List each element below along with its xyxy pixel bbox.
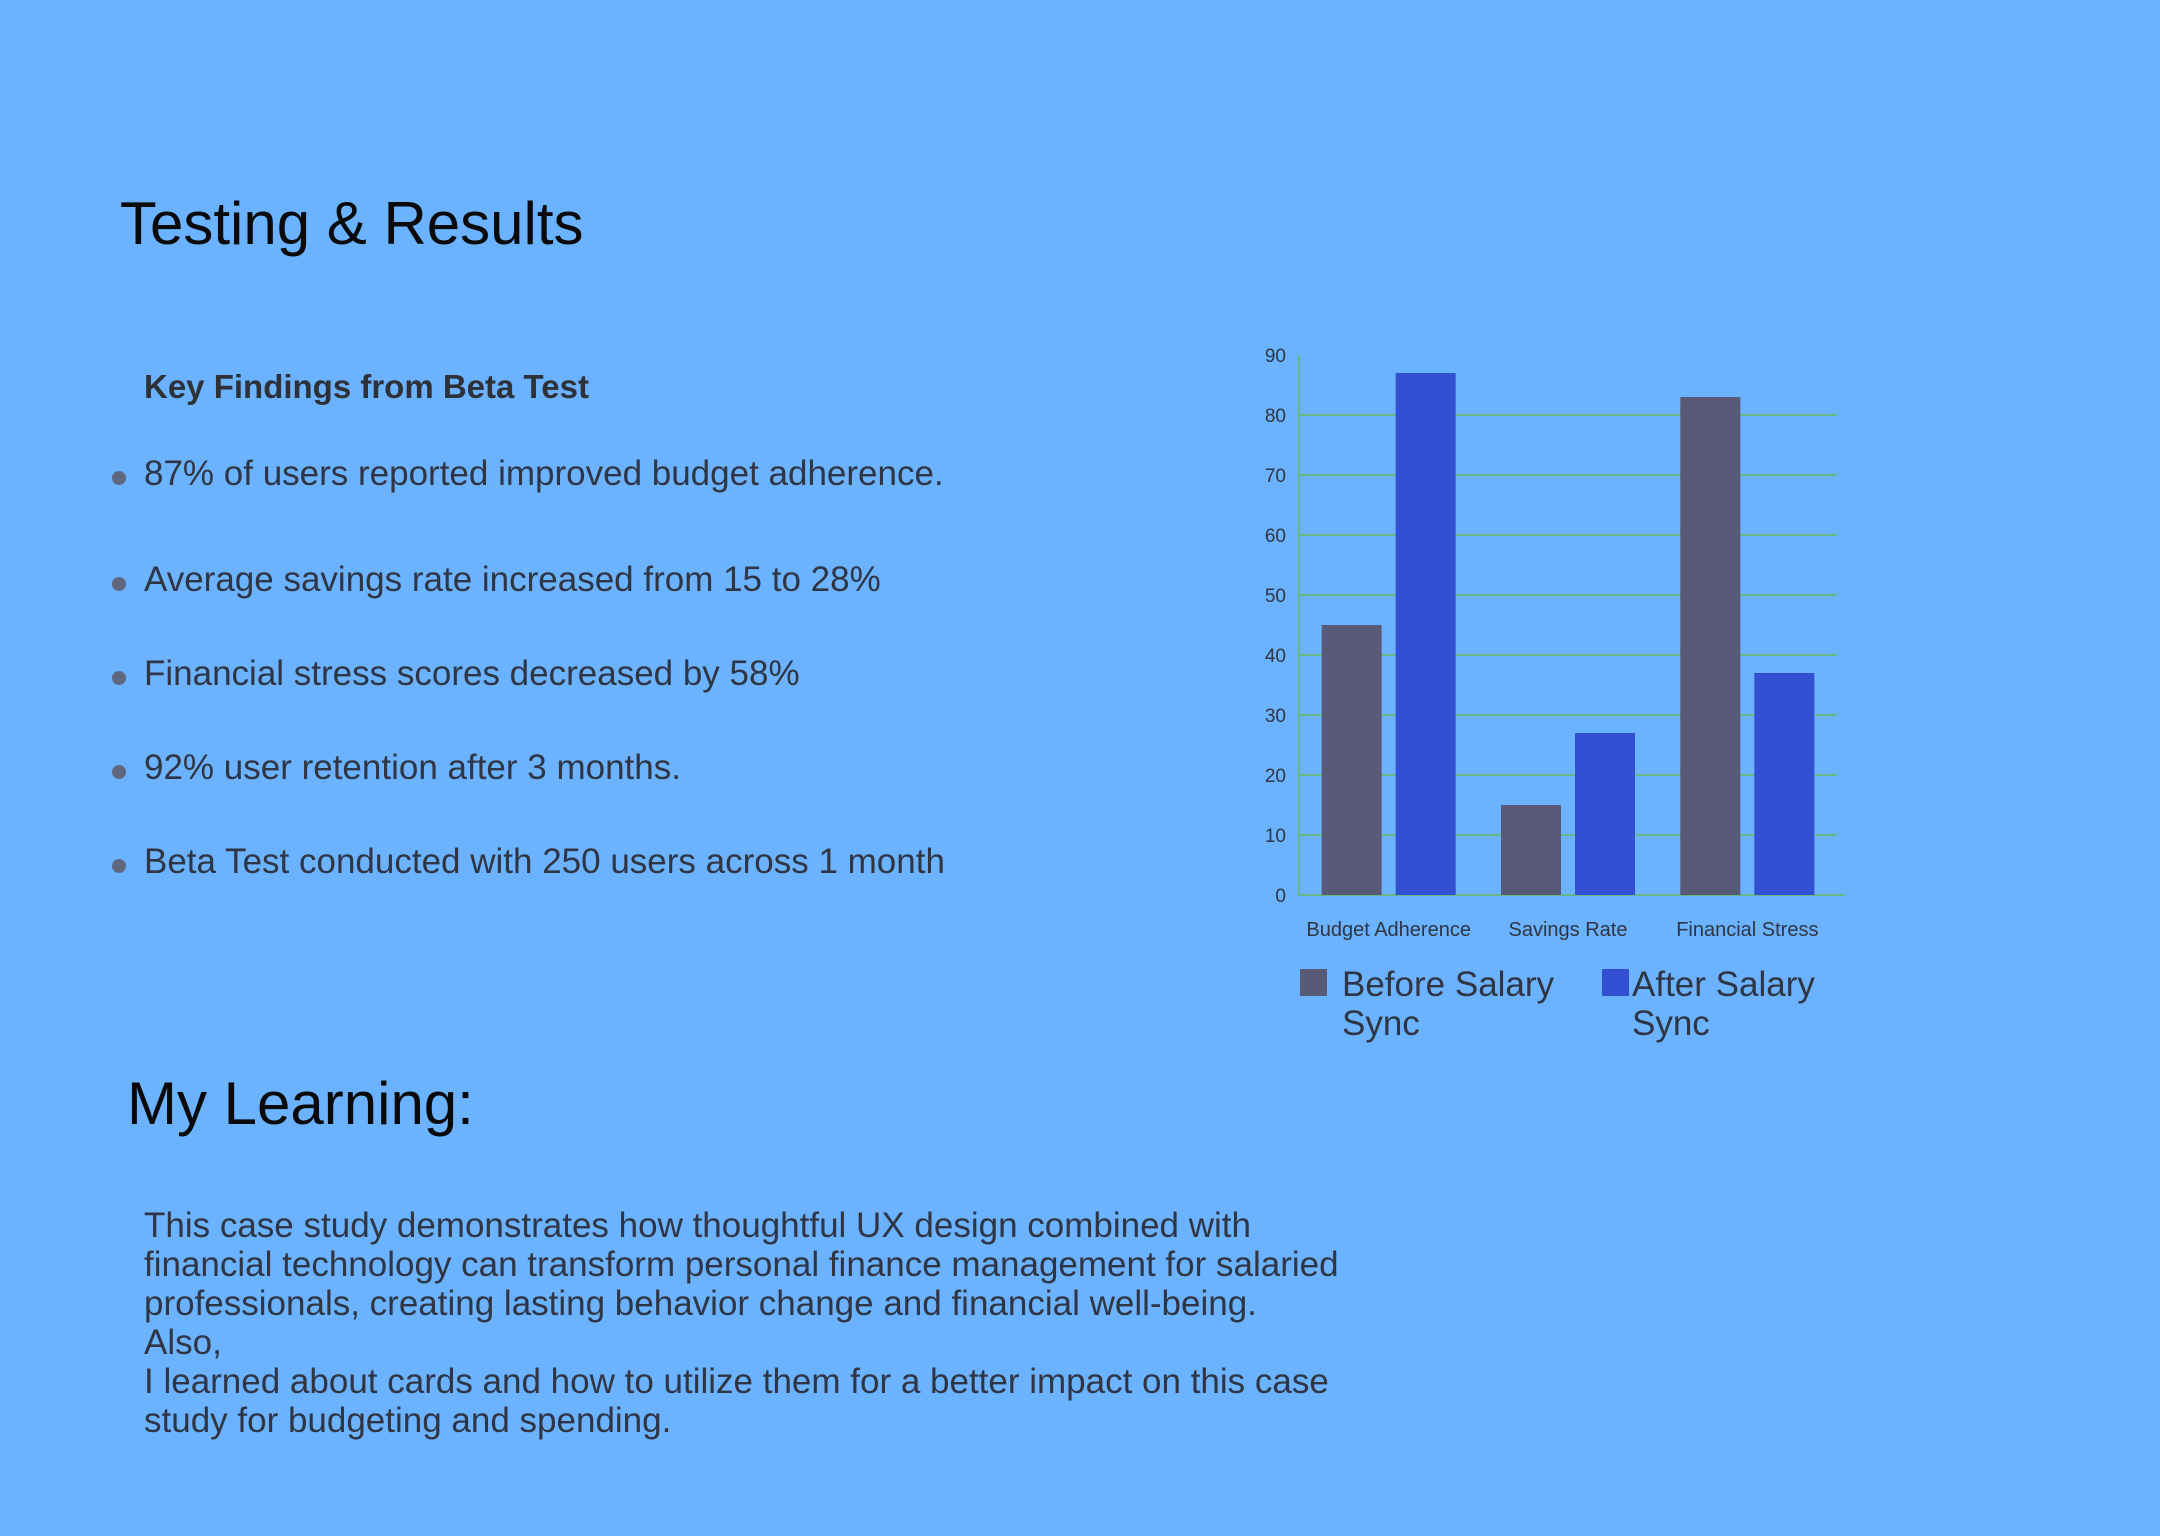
learning-line: study for budgeting and spending. xyxy=(144,1401,672,1440)
finding-text: 87% of users reported improved budget adherence. xyxy=(144,454,944,493)
y-tick-label: 10 xyxy=(1264,826,1286,847)
bar xyxy=(1396,373,1456,895)
x-tick-label: Financial Stress xyxy=(1676,919,1819,941)
x-tick-label: Savings Rate xyxy=(1508,919,1628,941)
bullet-icon xyxy=(112,471,126,485)
y-tick-label: 80 xyxy=(1264,406,1286,427)
y-tick-label: 50 xyxy=(1264,586,1286,607)
learning-line: This case study demonstrates how thoughtful UX design combined with xyxy=(144,1206,1251,1245)
findings-title: Key Findings from Beta Test xyxy=(144,368,589,405)
y-tick-label: 40 xyxy=(1264,646,1286,667)
finding-text: Beta Test conducted with 250 users across 1 month xyxy=(144,842,945,881)
bar xyxy=(1680,397,1740,895)
y-tick-label: 20 xyxy=(1264,766,1286,787)
learning-line: Also, xyxy=(144,1323,222,1362)
legend-label: After Salary Sync xyxy=(1632,965,1815,1043)
bar xyxy=(1501,805,1561,895)
legend-swatch-after xyxy=(1602,969,1629,996)
y-tick-label: 90 xyxy=(1264,346,1286,367)
learning-line: I learned about cards and how to utilize them for a better impact on this case xyxy=(144,1362,1329,1401)
legend-label: Before Salary Sync xyxy=(1342,965,1555,1043)
y-tick-label: 70 xyxy=(1264,466,1286,487)
finding-text: Average savings rate increased from 15 to 28% xyxy=(144,560,881,599)
bar xyxy=(1322,625,1382,895)
learning-paragraph xyxy=(144,1206,1444,1440)
x-tick-label: Budget Adherence xyxy=(1306,919,1471,941)
page-title: Testing & Results xyxy=(120,190,584,257)
y-tick-label: 0 xyxy=(1275,886,1286,907)
finding-text: 92% user retention after 3 months. xyxy=(144,748,681,787)
bar xyxy=(1575,733,1635,895)
learning-title: My Learning: xyxy=(127,1070,474,1137)
learning-line: financial technology can transform personal finance management for salaried xyxy=(144,1245,1339,1284)
bullet-icon xyxy=(112,671,126,685)
learning-line: professionals, creating lasting behavior change and financial well-being. xyxy=(144,1284,1257,1323)
finding-text: Financial stress scores decreased by 58% xyxy=(144,654,800,693)
bar xyxy=(1754,673,1814,895)
bullet-icon xyxy=(112,577,126,591)
legend-swatch-before xyxy=(1300,969,1327,996)
bullet-icon xyxy=(112,765,126,779)
bar-chart xyxy=(1230,330,1910,970)
y-tick-label: 30 xyxy=(1264,706,1286,727)
bullet-icon xyxy=(112,859,126,873)
y-tick-label: 60 xyxy=(1264,526,1286,547)
